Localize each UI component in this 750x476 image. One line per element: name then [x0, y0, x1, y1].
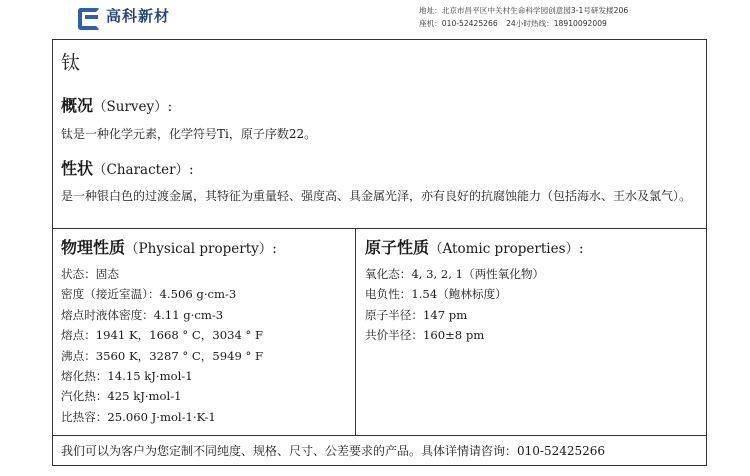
address: 地址：北京市昌平区中关村生命科学园创意园3-1号研发楼206	[419, 6, 629, 15]
property-item: 比热容：25.060 J·mol-1·K-1	[61, 409, 216, 424]
phone: 座机：010-52425266	[419, 19, 498, 28]
contact-info	[419, 4, 628, 30]
footer-note: 我们可以为客户为您定制不同纯度、规格、尺寸、公差要求的产品。具体详情请咨询：010-52425266	[61, 444, 606, 458]
property-item: 熔点：1941 K，1668 ° C，3034 ° F	[61, 328, 264, 343]
hotline: 24小时热线：18910092009	[506, 19, 607, 28]
character-heading: 性状（Character）:	[61, 159, 194, 178]
property-item: 熔点时液体密度：4.11 g·cm-3	[61, 307, 224, 322]
logo-mark-icon	[78, 6, 100, 26]
divider	[53, 228, 706, 229]
survey-heading: 概况（Survey）:	[61, 96, 173, 115]
element-title: 钛	[61, 52, 81, 74]
brand-name: 高科新材	[106, 7, 171, 25]
survey-text: 钛是一种化学元素，化学符号Ti，原子序数22。	[61, 127, 317, 141]
physical-list	[61, 264, 277, 427]
property-item: 汽化热：425 kJ·mol-1	[61, 389, 182, 404]
divider	[53, 435, 706, 436]
property-item: 状态：固态	[61, 267, 119, 281]
letterhead	[0, 0, 750, 34]
character-text: 是一种银白色的过渡金属，其特征为重量轻、强度高、具金属光泽，亦有良好的抗腐蚀能力（包括海水、王水及氯气）。	[61, 189, 692, 203]
column-divider	[355, 228, 356, 435]
property-item: 电负性：1.54（鲍林标度）	[365, 287, 507, 302]
physical-heading: 物理性质（Physical property）:	[61, 238, 277, 257]
property-item: 密度（接近室温）：4.506 g·cm-3	[61, 287, 237, 302]
atomic-heading: 原子性质（Atomic properties）:	[365, 238, 584, 257]
property-item: 共价半径：160±8 pm	[365, 328, 485, 343]
property-item: 原子半径：147 pm	[365, 307, 468, 322]
property-item: 熔化热：14.15 kJ·mol-1	[61, 369, 193, 384]
datasheet-box	[52, 39, 707, 466]
physical-section	[61, 235, 277, 427]
company-logo	[78, 5, 170, 26]
atomic-list	[365, 264, 584, 346]
property-item: 沸点：3560 K，3287 ° C，5949 ° F	[61, 348, 264, 363]
property-item: 氧化态：4, 3, 2, 1（两性氧化物）	[365, 267, 545, 281]
atomic-section	[365, 235, 584, 346]
